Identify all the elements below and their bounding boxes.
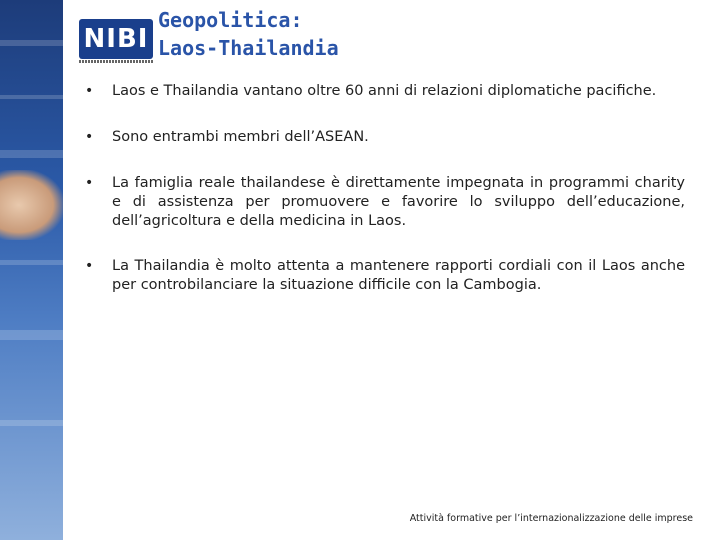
bullet-text: La Thailandia è molto attenta a mantenere rapporti cordiali con il Laos anche per controbilanciare la situazione difficile con la Cambogia. [112,258,685,293]
bullet-dot: • [85,258,94,274]
bullet-text: Sono entrambi membri dell’ASEAN. [112,129,369,145]
logo-tagline [79,60,153,63]
bullet-dot: • [85,129,94,145]
logo-text: NIBI [83,24,149,54]
bullet-item [85,257,685,295]
slide-title [158,6,339,62]
bullet-item [85,82,685,101]
nibi-logo [79,19,153,59]
bullet-text: La famiglia reale thailandese è direttamente impegnata in programmi charity e di assistenza per promuovere e favorire lo sviluppo dell’educazione, dell’agricoltura e della medicina in Laos. [112,175,685,229]
side-decorative-image [0,0,63,540]
bullet-item [85,174,685,231]
bullet-text: Laos e Thailandia vantano oltre 60 anni di relazioni diplomatiche pacifiche. [112,83,657,99]
bullet-list [85,80,685,295]
title-line-2: Laos-Thailandia [158,36,339,60]
bullet-dot: • [85,83,94,99]
title-line-1: Geopolitica: [158,8,303,32]
hand-image [0,170,63,240]
bullet-dot: • [85,175,94,191]
bullet-item [85,128,685,147]
footer-text: Attività formative per l’internazionalizzazione delle imprese [409,513,693,524]
